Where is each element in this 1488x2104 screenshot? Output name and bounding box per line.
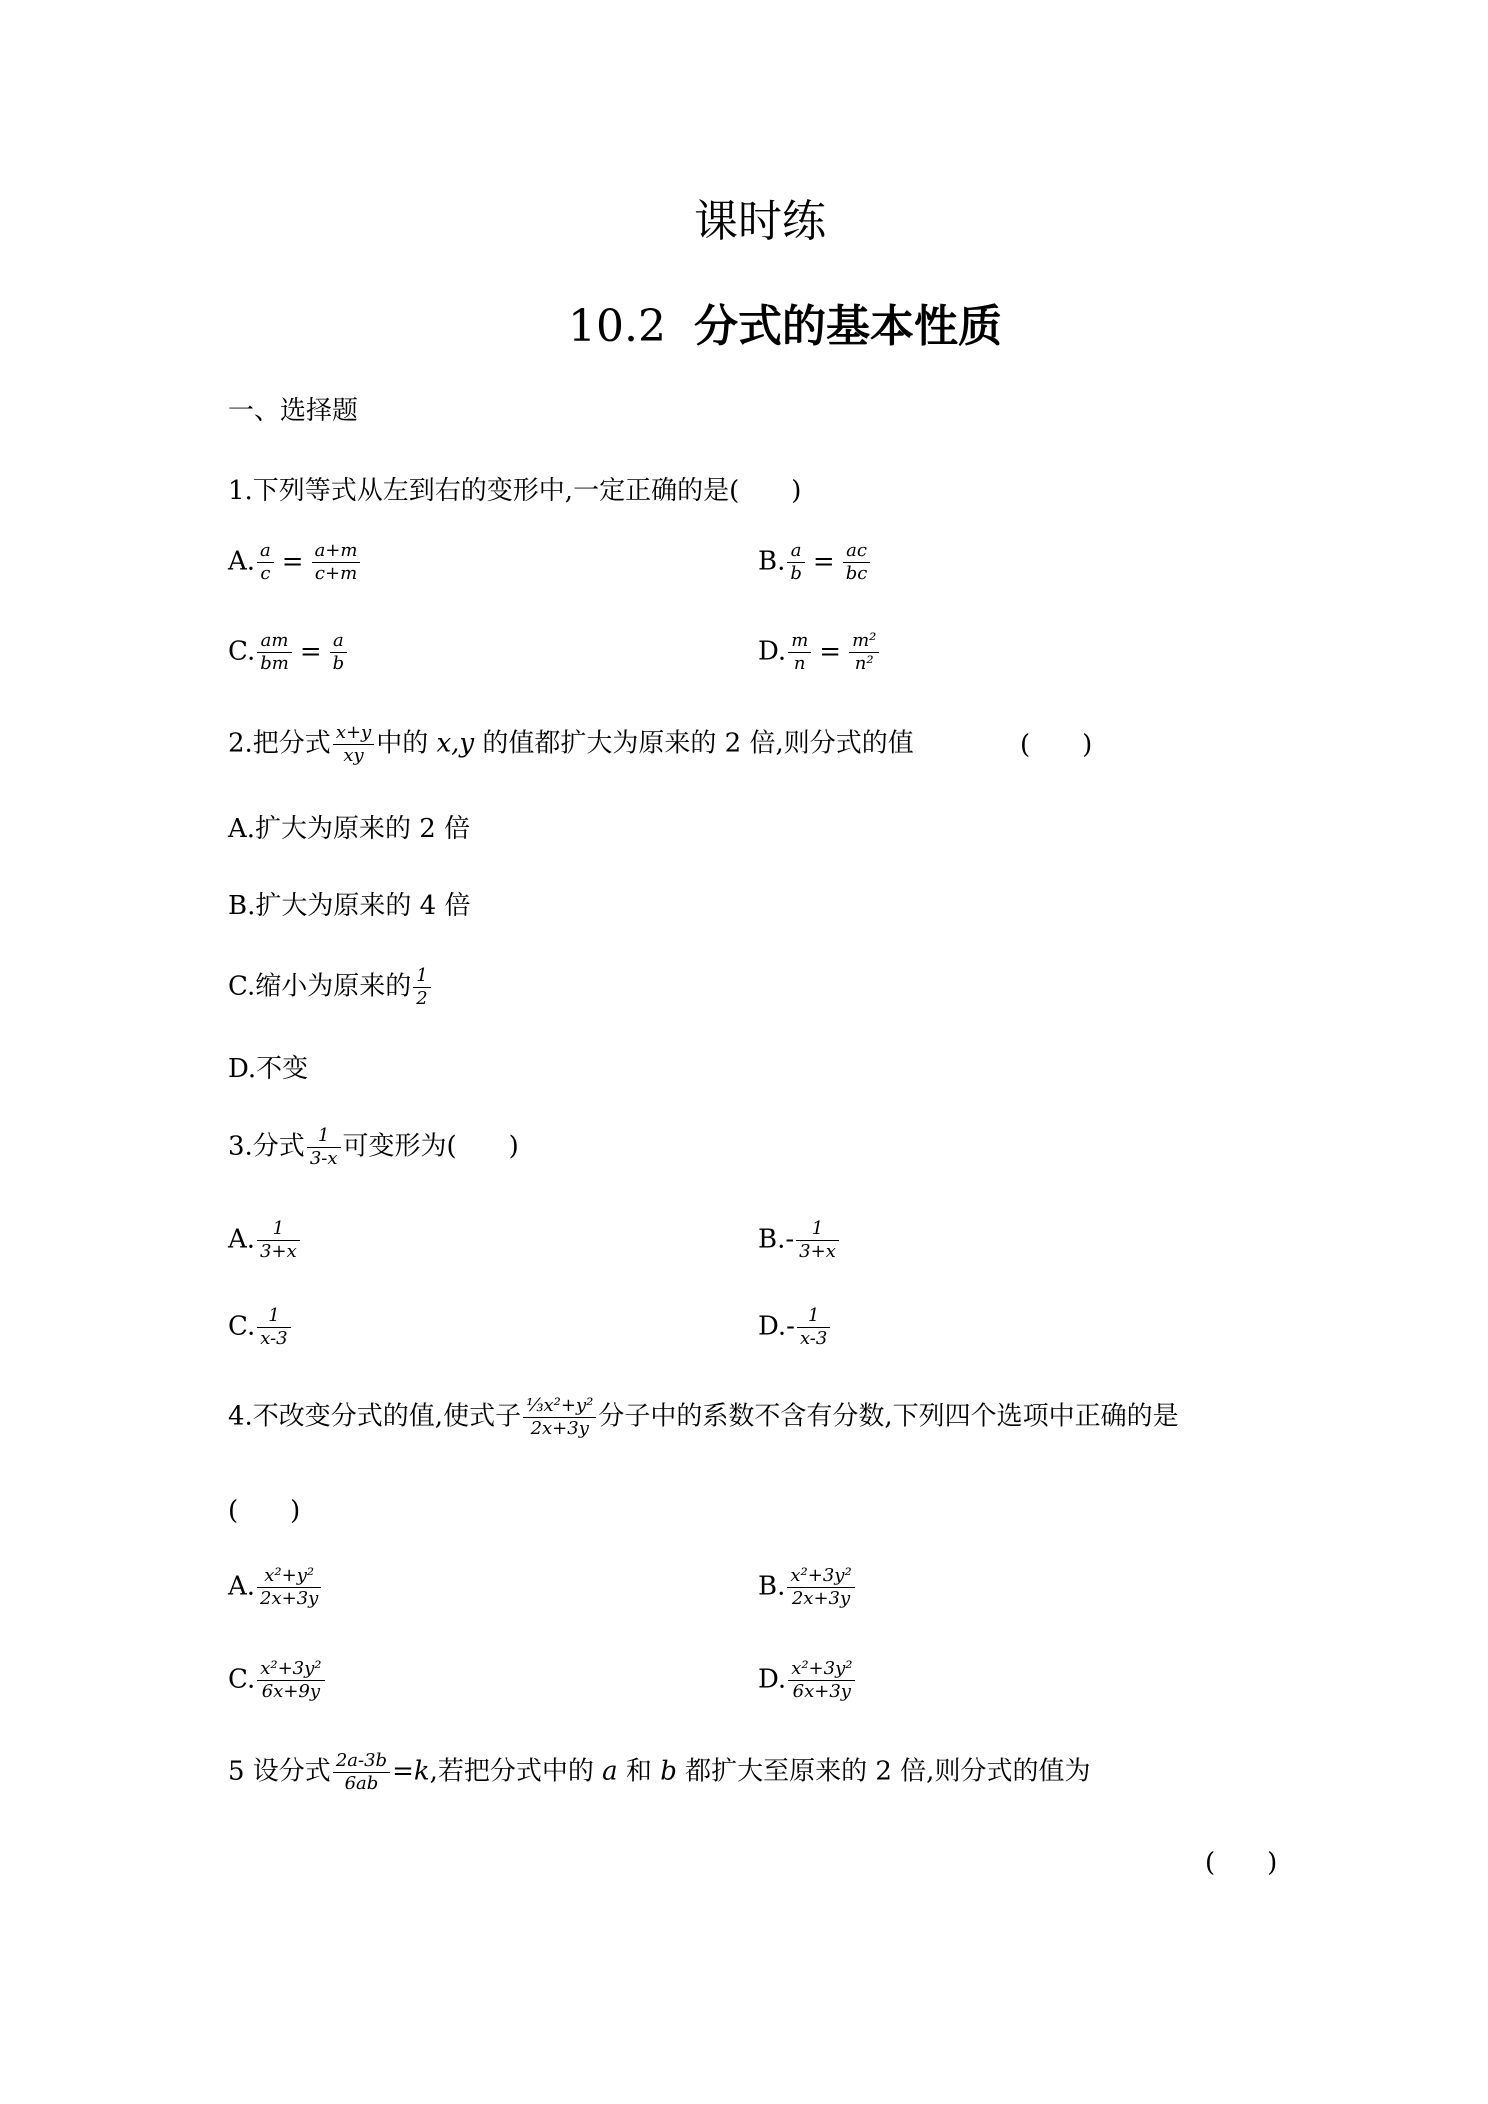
fraction: $\frac{\text{x²+3y²}}{6x+9y}$ bbox=[257, 1658, 324, 1703]
part-heading: 一、选择题 bbox=[228, 396, 359, 426]
q3-option-b: B.- $\frac{1}{3+x}$ bbox=[758, 1218, 841, 1263]
q1-option-d: D. $\frac{m}{n}$ = $\frac{\text{m²}}{\text{n²}}$ bbox=[758, 630, 881, 675]
fraction: $\frac{am}{bm}$ bbox=[257, 630, 292, 675]
q4-option-d: D. $\frac{\text{x²+3y²}}{6x+3y}$ bbox=[758, 1658, 857, 1703]
fraction: $\frac{2a-3b}{6ab}$ bbox=[333, 1750, 390, 1795]
q3-option-d: D.- $\frac{1}{x-3}$ bbox=[758, 1305, 832, 1350]
fraction: $\frac{\text{⅓x²+y²}}{2x+3y}$ bbox=[523, 1395, 596, 1440]
fraction: $\frac{a}{c}$ bbox=[257, 540, 274, 585]
question-4-stem: 4.不改变分式的值,使式子 $\frac{\text{⅓x²+y²}}{2x+3y}$ 分子中的系数不含有分数,下列四个选项中正确的是 bbox=[228, 1395, 1179, 1439]
q2-option-b: B.扩大为原来的 4 倍 bbox=[228, 891, 471, 921]
fraction: $\frac{\text{x²+3y²}}{6x+3y}$ bbox=[788, 1658, 855, 1703]
question-5-stem: 5 设分式 $\frac{2a-3b}{6ab}$ =k,若把分式中的 a 和 b 都扩大至原来的 2 倍,则分式的值为 bbox=[228, 1750, 1091, 1794]
fraction: $\frac{\text{x²+y²}}{2x+3y}$ bbox=[257, 1565, 321, 1610]
question-2-stem: 2.把分式 $\frac{x+y}{xy}$ 中的 x,y 的值都扩大为原来的 2 倍,则分式的值 bbox=[228, 722, 914, 766]
fraction: $\frac{a+m}{c+m}$ bbox=[312, 540, 361, 585]
section-number: 10.2 bbox=[568, 301, 666, 352]
fraction: $\frac{1}{x-3}$ bbox=[797, 1305, 830, 1350]
q2-option-d: D.不变 bbox=[228, 1054, 309, 1084]
fraction: $\frac{a}{b}$ bbox=[787, 540, 805, 585]
q1-option-a: A. $\frac{a}{c}$ = $\frac{a+m}{c+m}$ bbox=[228, 540, 362, 585]
fraction: $\frac{1}{3+x}$ bbox=[257, 1218, 300, 1263]
page-title: 课时练 bbox=[694, 196, 826, 247]
fraction: $\frac{ac}{bc}$ bbox=[843, 540, 871, 585]
q1-option-c: C. $\frac{am}{bm}$ = $\frac{a}{b}$ bbox=[228, 630, 349, 675]
fraction: $\frac{1}{2}$ bbox=[413, 965, 430, 1010]
q4-answer-paren: ( ) bbox=[228, 1496, 301, 1526]
q3-option-a: A. $\frac{1}{3+x}$ bbox=[228, 1218, 302, 1263]
q3-option-c: C. $\frac{1}{x-3}$ bbox=[228, 1305, 293, 1350]
fraction: $\frac{1}{3+x}$ bbox=[796, 1218, 839, 1263]
fraction: $\frac{\text{x²+3y²}}{2x+3y}$ bbox=[787, 1565, 854, 1610]
fraction: $\frac{1}{x-3}$ bbox=[257, 1305, 290, 1350]
q5-answer-paren: ( ) bbox=[1205, 1848, 1278, 1878]
fraction: $\frac{\text{m²}}{\text{n²}}$ bbox=[849, 630, 879, 675]
question-1-stem: 1.下列等式从左到右的变形中,一定正确的是( ) bbox=[228, 476, 802, 506]
q2-answer-paren: ( ) bbox=[1020, 730, 1093, 760]
q1-option-b: B. $\frac{a}{b}$ = $\frac{ac}{bc}$ bbox=[758, 540, 872, 585]
fraction: $\frac{a}{b}$ bbox=[330, 630, 348, 675]
section-name: 分式的基本性质 bbox=[693, 301, 1002, 352]
fraction: $\frac{m}{n}$ bbox=[788, 630, 811, 675]
question-3-stem: 3.分式 $\frac{1}{3-x}$ 可变形为( ) bbox=[228, 1125, 519, 1169]
fraction: $\frac{x+y}{xy}$ bbox=[333, 722, 374, 767]
section-title bbox=[568, 290, 1002, 354]
q4-option-b: B. $\frac{\text{x²+3y²}}{2x+3y}$ bbox=[758, 1565, 857, 1610]
q4-option-a: A. $\frac{\text{x²+y²}}{2x+3y}$ bbox=[228, 1565, 323, 1610]
q2-option-a: A.扩大为原来的 2 倍 bbox=[228, 814, 471, 844]
q4-option-c: C. $\frac{\text{x²+3y²}}{6x+9y}$ bbox=[228, 1658, 327, 1703]
fraction: $\frac{1}{3-x}$ bbox=[307, 1125, 341, 1170]
q2-option-c: C.缩小为原来的 $\frac{1}{2}$ bbox=[228, 965, 433, 1010]
